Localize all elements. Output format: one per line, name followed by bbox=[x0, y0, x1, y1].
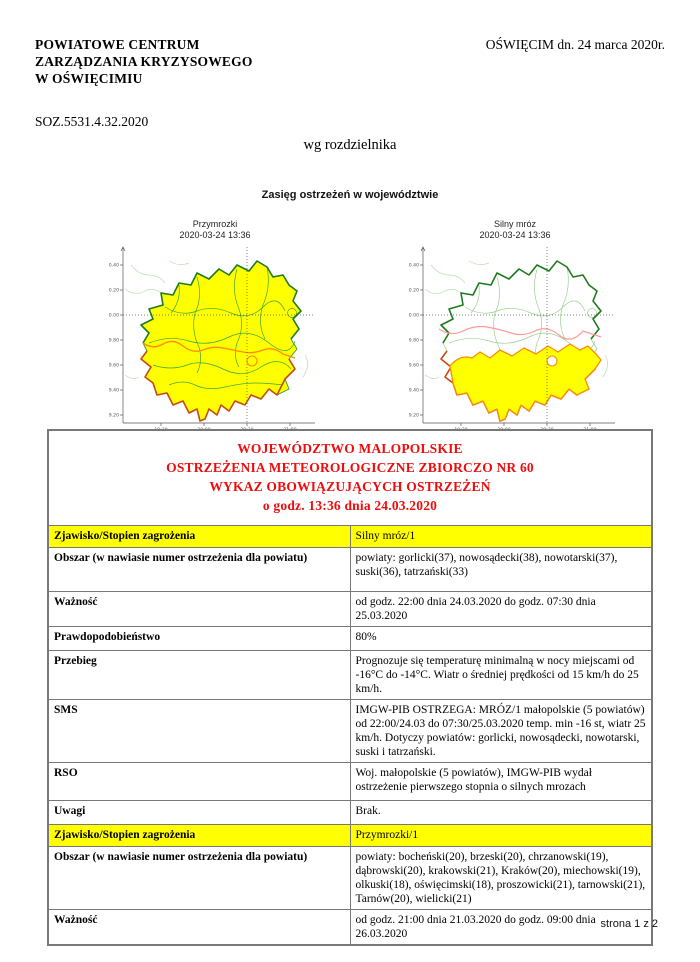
table-row-probability bbox=[48, 627, 652, 651]
map-block-przymrozki bbox=[109, 219, 321, 441]
row-value: Silny mróz/1 bbox=[350, 526, 652, 548]
row-value: Woj. małopolskie (5 powiatów), IMGW-PIB wydał ostrzeżenie pierwszego stopnia o silnych mrozach bbox=[350, 763, 652, 801]
page-number: strona 1 z 2 bbox=[600, 918, 658, 930]
row-label: Obszar (w nawiasie numer ostrzeżenia dla powiatu) bbox=[48, 548, 350, 592]
row-label: Ważność bbox=[48, 592, 350, 627]
table-title-row bbox=[48, 430, 652, 526]
row-label: Przebieg bbox=[48, 651, 350, 700]
row-label: Uwagi bbox=[48, 801, 350, 825]
table-row-validity-2 bbox=[48, 910, 652, 946]
row-label: Zjawisko/Stopien zagrożenia bbox=[48, 526, 350, 548]
table-row-area-1 bbox=[48, 548, 652, 592]
issuing-organization bbox=[35, 36, 253, 87]
row-value: powiaty: bocheński(20), brzeski(20), chrzanowski(19), dąbrowski(20), krakowski(21), Kraków(20), miechowski(19), olkuski(18), oświęcimski(18), proszowicki(21), tarnowski(21), Tarnów(20), wielicki(21) bbox=[350, 847, 652, 910]
letterhead bbox=[0, 0, 700, 87]
row-value: powiaty: gorlicki(37), nowosądecki(38), nowotarski(37), suski(36), tatrzański(33) bbox=[350, 548, 652, 592]
warnings-table bbox=[47, 429, 653, 946]
place-and-date: OŚWIĘCIM dn. 24 marca 2020r. bbox=[485, 37, 665, 52]
map-przymrozki-chart bbox=[109, 245, 321, 441]
map-timestamp: 2020-03-24 13:36 bbox=[179, 230, 251, 240]
row-value: od godz. 21:00 dnia 21.03.2020 do godz. 09:00 dnia 26.03.2020 bbox=[350, 910, 652, 946]
org-line: ZARZĄDZANIA KRYZYSOWEGO bbox=[35, 54, 253, 69]
row-label: Ważność bbox=[48, 910, 350, 946]
table-title-line: WOJEWÓDZTWO MALOPOLSKIE bbox=[237, 441, 463, 456]
row-value: Prognozuje się temperaturę minimalną w nocy miejscami od -16°C do -14°C. Wiatr o średniej prędkości od 15 km/h do 25 km/h. bbox=[350, 651, 652, 700]
table-row-sms bbox=[48, 700, 652, 763]
table-row-rso bbox=[48, 763, 652, 801]
reference-number: SOZ.5531.4.32.2020 bbox=[35, 114, 149, 129]
row-value: Przymrozki/1 bbox=[350, 825, 652, 847]
voivodeship-shape-warning-fill bbox=[141, 261, 301, 421]
table-row-validity-1 bbox=[48, 592, 652, 627]
map-timestamp: 2020-03-24 13:36 bbox=[479, 230, 551, 240]
table-row-course bbox=[48, 651, 652, 700]
map-caption-silny-mroz bbox=[409, 219, 621, 241]
row-value: 80% bbox=[350, 627, 652, 651]
table-row-phenomenon-2 bbox=[48, 825, 652, 847]
table-row-remarks bbox=[48, 801, 652, 825]
maps-section-title: Zasięg ostrzeżeń w województwie bbox=[261, 189, 439, 201]
map-title: Silny mróz bbox=[493, 219, 536, 229]
row-label: Prawdopodobieństwo bbox=[48, 627, 350, 651]
distribution-note: wg rozdzielnika bbox=[303, 137, 397, 153]
row-label: Obszar (w nawiasie numer ostrzeżenia dla powiatu) bbox=[48, 847, 350, 910]
org-line: W OŚWIĘCIMIU bbox=[35, 71, 143, 86]
row-label: Zjawisko/Stopien zagrożenia bbox=[48, 825, 350, 847]
map-caption-przymrozki bbox=[109, 219, 321, 241]
row-value: Brak. bbox=[350, 801, 652, 825]
map-silny-mroz-chart bbox=[409, 245, 621, 441]
row-label: SMS bbox=[48, 700, 350, 763]
org-line: POWIATOWE CENTRUM bbox=[35, 37, 200, 52]
table-title-line: OSTRZEŻENIA METEOROLOGICZNE ZBIORCZO NR 60 bbox=[166, 460, 534, 475]
table-row-phenomenon-1 bbox=[48, 526, 652, 548]
row-label: RSO bbox=[48, 763, 350, 801]
maps-row bbox=[0, 219, 700, 441]
map-block-silny-mroz bbox=[409, 219, 621, 441]
row-value: od godz. 22:00 dnia 24.03.2020 do godz. 07:30 dnia 25.03.2020 bbox=[350, 592, 652, 627]
row-value: IMGW-PIB OSTRZEGA: MRÓZ/1 małopolskie (5 powiatów) od 22:00/24.03 do 07:30/25.03.2020 temp. min -16 st, wiatr 25 km/h. Dotyczy powiatów: gorlicki, nowosądecki, nowotarski, suski i tatrzański. bbox=[350, 700, 652, 763]
table-title-line: WYKAZ OBOWIĄZUJĄCYCH OSTRZEŻEŃ bbox=[209, 479, 491, 494]
table-row-area-2 bbox=[48, 847, 652, 910]
table-title-line: o godz. 13:36 dnia 24.03.2020 bbox=[262, 498, 438, 513]
table-title-cell bbox=[48, 430, 652, 526]
map-title: Przymrozki bbox=[192, 219, 238, 229]
enclave-ring bbox=[547, 356, 557, 366]
